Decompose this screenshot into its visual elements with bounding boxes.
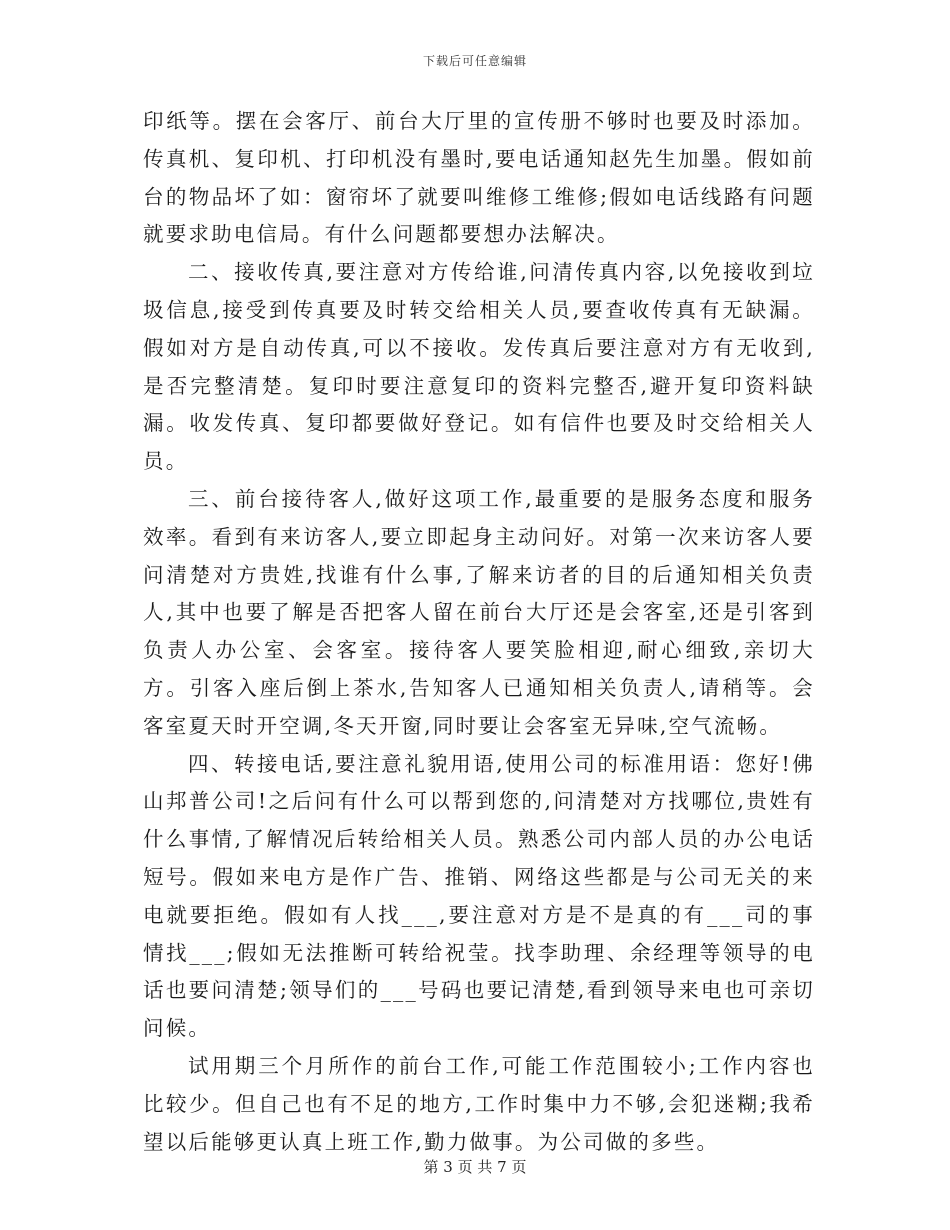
paragraph-fax: 二、接收传真,要注意对方传给谁,问清传真内容,以免接收到垃圾信息,接受到传真要及时转交给相关人员,要查收传真有无缺漏。假如对方是自动传真,可以不接收。发传真后要注意对方有无收到,是否完整清楚。复印时要注意复印的资料完整否,避开复印资料缺漏。收发传真、复印都要做好登记。如有信件也要及时交给相关人员。: [143, 260, 815, 474]
page-number: 第 3 页 共 7 页: [423, 1158, 527, 1176]
page-header: 下载后可任意编辑: [422, 54, 527, 68]
paragraph-continuation: 印纸等。摆在会客厅、前台大厅里的宣传册不够时也要及时添加。传真机、复印机、打印机没有墨时,要电话通知赵先生加墨。假如前台的物品坏了如：窗帘坏了就要叫维修工维修;假如电话线路有问题就要求助电信局。有什么问题都要想办法解决。: [143, 109, 815, 247]
document-body: [143, 103, 815, 1161]
paragraph-phone: 四、转接电话,要注意礼貌用语,使用公司的标准用语：您好!佛山邦普公司!之后问有什么可以帮到您的,问清楚对方找哪位,贵姓有什么事情,了解情况后转给相关人员。熟悉公司内部人员的办公电话短号。假如来电方是作广告、推销、网络这些都是与公司无关的来电就要拒绝。假如有人找___,要注意对方是不是真的有___司的事情找___;假如无法推断可转给祝莹。找李助理、余经理等领导的电话也要问清楚;领导们的___号码也要记清楚,看到领导来电也可亲切问候。: [143, 751, 815, 1041]
paragraph-reception: 三、前台接待客人,做好这项工作,最重要的是服务态度和服务效率。看到有来访客人,要立即起身主动问好。对第一次来访客人要问清楚对方贵姓,找谁有什么事,了解来访者的目的后通知相关负责人,其中也要了解是否把客人留在前台大厅还是会客室,还是引客到负责人办公室、会客室。接待客人要笑脸相迎,耐心细致,亲切大方。引客入座后倒上茶水,告知客人已通知相关负责人,请稍等。会客室夏天时开空调,冬天开窗,同时要让会客室无异味,空气流畅。: [143, 486, 815, 738]
paragraph-summary: 试用期三个月所作的前台工作,可能工作范围较小;工作内容也比较少。但自己也有不足的地方,工作时集中力不够,会犯迷糊;我希望以后能够更认真上班工作,勤力做事。为公司做的多些。: [143, 1053, 815, 1154]
